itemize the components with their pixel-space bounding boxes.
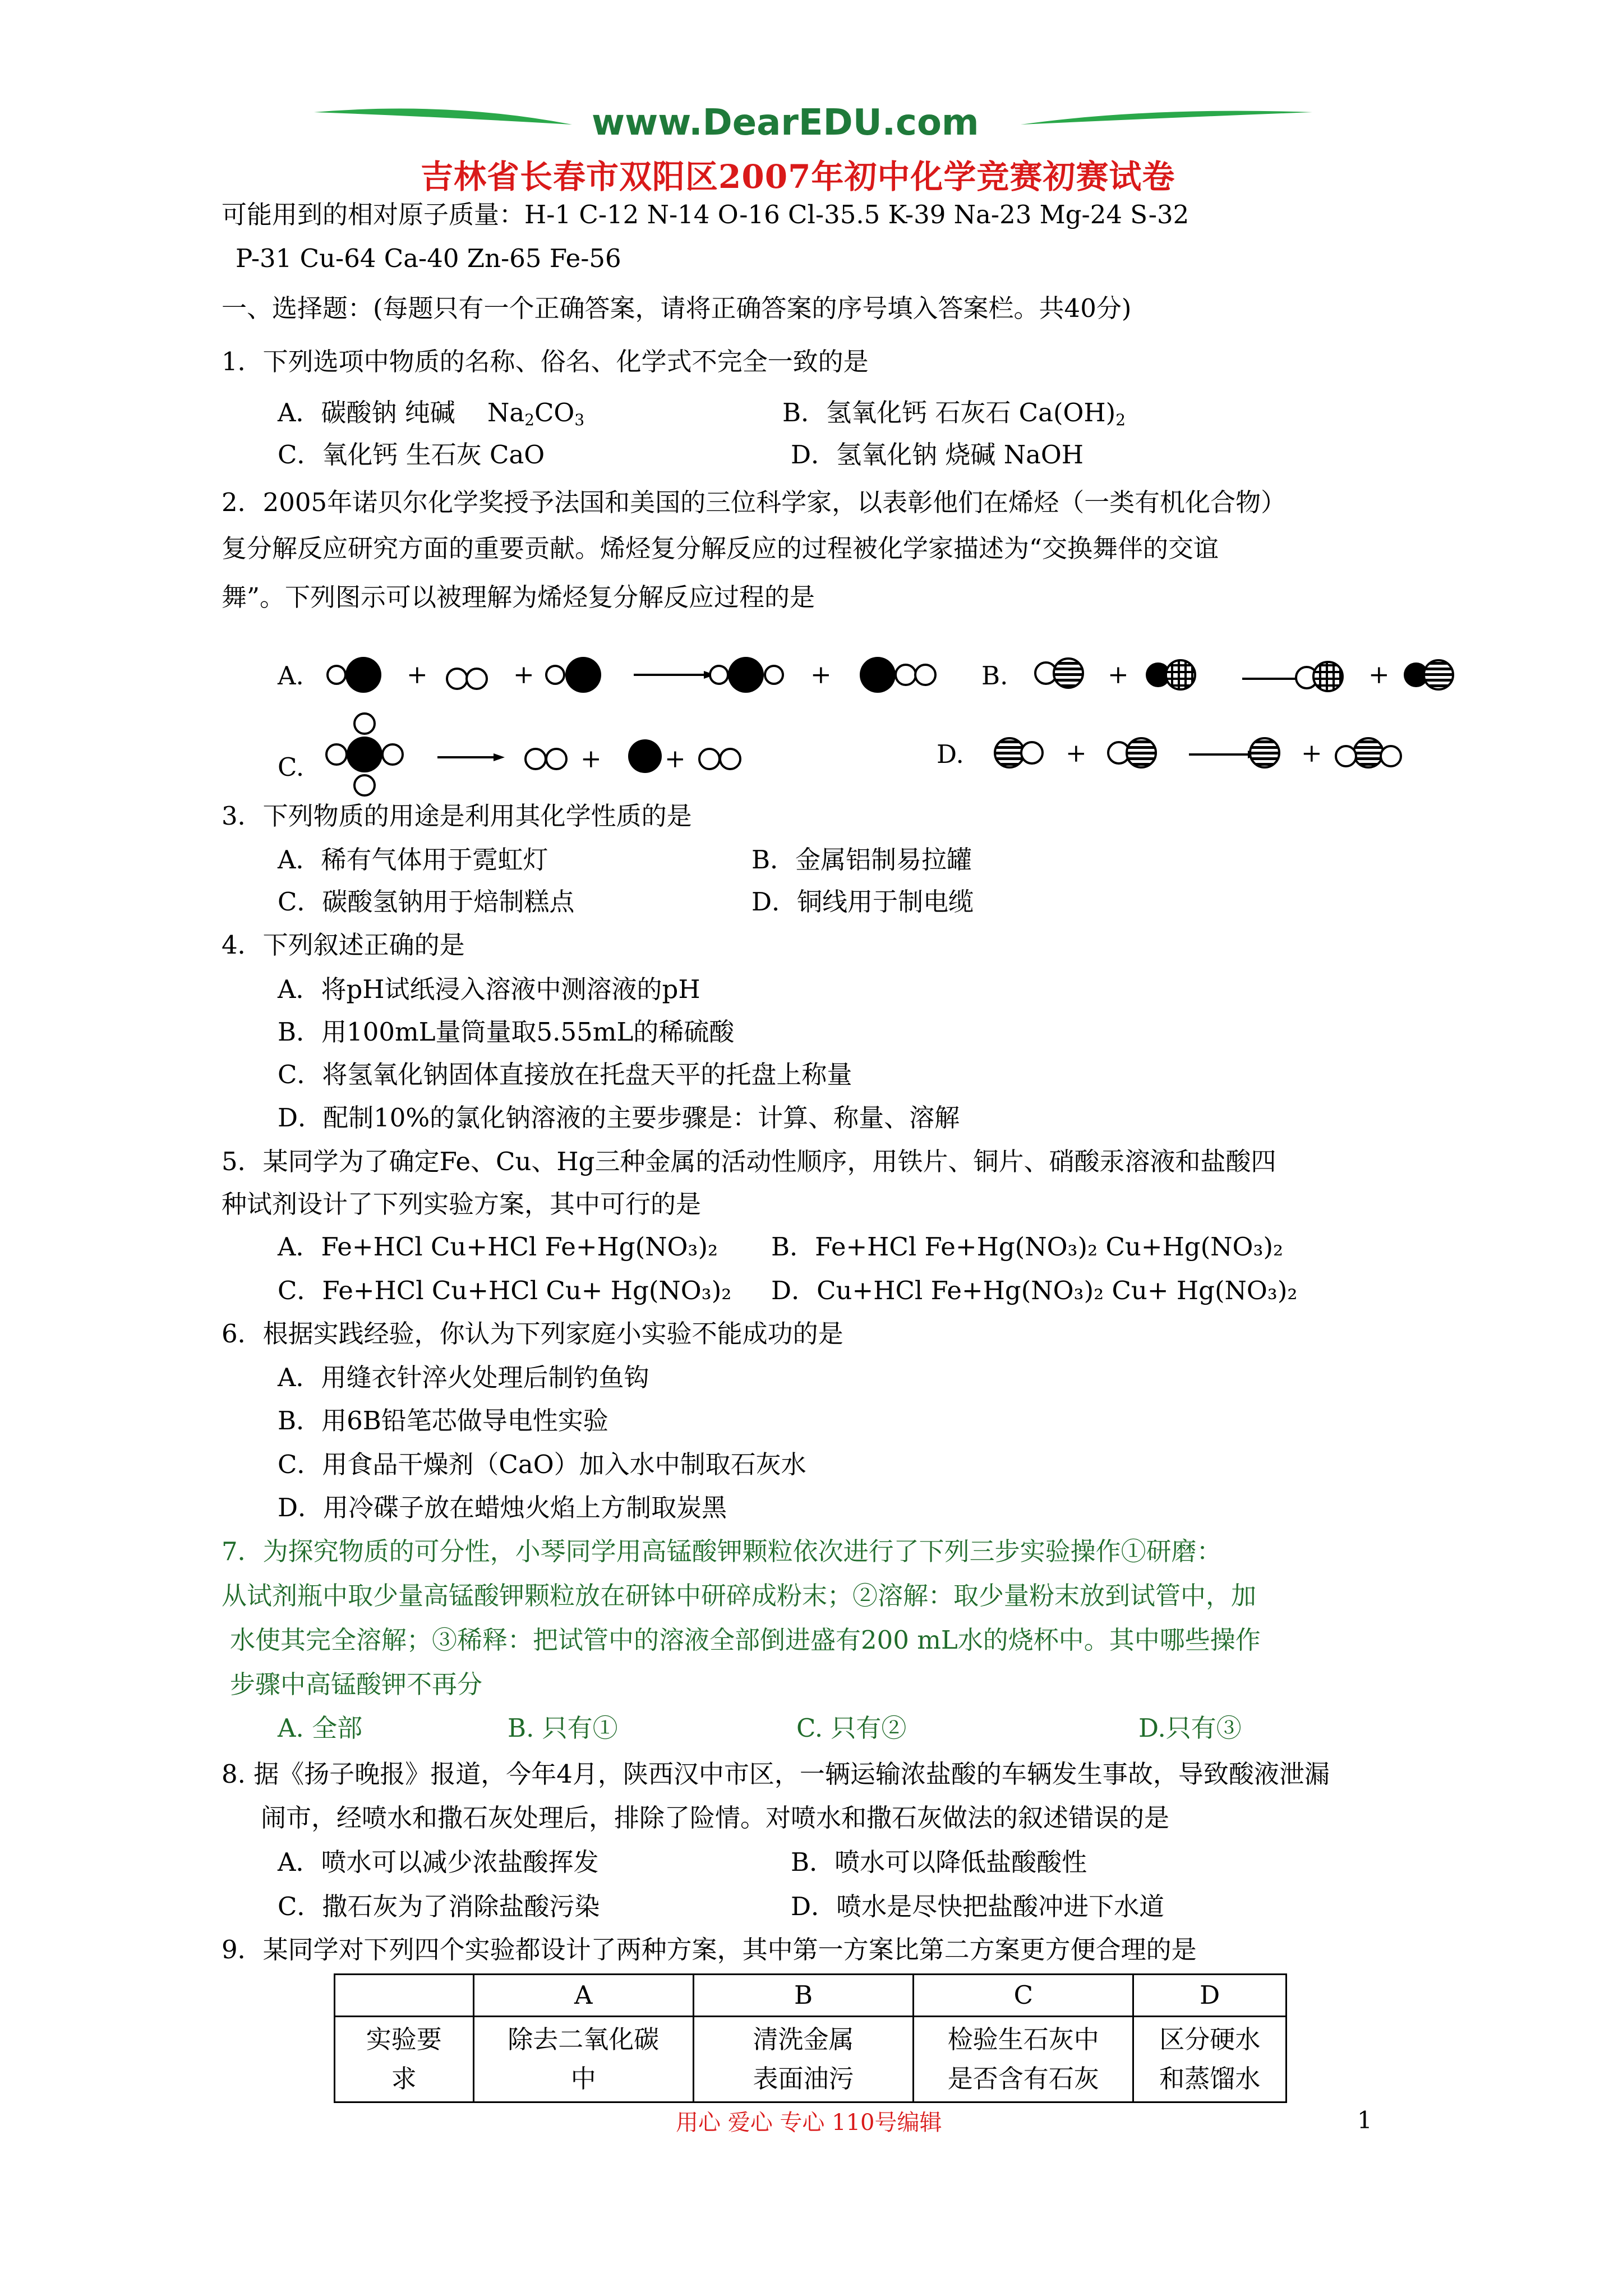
q4-option-c: C．将氢氧化钠固体直接放在托盘天平的托盘上称量	[278, 1060, 852, 1089]
table-cell: 检验生石灰中 是否含有石灰	[914, 2017, 1133, 2102]
q5-option-a: A．Fe+HCl Cu+HCl Fe+Hg(NO₃)₂	[278, 1232, 718, 1262]
q2-line3: 舞”。下列图示可以被理解为烯烃复分解反应过程的是	[222, 582, 815, 612]
section-heading: 一、选择题：(每题只有一个正确答案，请将正确答案的序号填入答案栏。共40分)	[222, 293, 1132, 323]
q7-option-c: C. 只有②	[796, 1713, 907, 1743]
q7-option-b: B. 只有①	[508, 1713, 618, 1743]
q1-option-c: C．氧化钙 生石灰 CaO	[278, 440, 545, 470]
swoosh-left	[314, 109, 572, 125]
q8-option-d: D．喷水是尽快把盐酸冲进下水道	[791, 1892, 1165, 1921]
q6-option-b: B．用6B铅笔芯做导电性实验	[278, 1406, 608, 1435]
q9-stem: 9．某同学对下列四个实验都设计了两种方案，其中第一方案比第二方案更方便合理的是	[222, 1935, 1197, 1964]
table-cell: 清洗金属 表面油污	[693, 2017, 913, 2102]
q2-plus-b1: +	[1108, 660, 1129, 689]
table-header-cell: C	[914, 1975, 1133, 2017]
q4-option-b: B．用100mL量筒量取5.55mL的稀硫酸	[278, 1017, 735, 1047]
q2-plus-b2: +	[1368, 660, 1390, 689]
table-header-row	[335, 1975, 1287, 2017]
q3-option-a: A．稀有气体用于霓虹灯	[278, 845, 548, 875]
q2-line2: 复分解反应研究方面的重要贡献。烯烃复分解反应的过程被化学家描述为“交换舞伴的交谊	[222, 533, 1219, 563]
table-row-label: 实验要 求	[335, 2017, 474, 2102]
q8-option-a: A．喷水可以减少浓盐酸挥发	[278, 1847, 599, 1877]
atomic-masses-line2: P-31 Cu-64 Ca-40 Zn-65 Fe-56	[236, 243, 621, 273]
footer-slogan: 用心 爱心 专心 110号编辑	[676, 2110, 942, 2136]
q7-line2: 从试剂瓶中取少量高锰酸钾颗粒放在研钵中研碎成粉末；②溶解：取少量粉末放到试管中，加	[222, 1581, 1257, 1611]
q8-line1: 8. 据《扬子晚报》报道，今年4月，陕西汉中市区，一辆运输浓盐酸的车辆发生事故，导致酸液泄漏	[222, 1759, 1330, 1789]
q5-option-b: B．Fe+HCl Fe+Hg(NO₃)₂ Cu+Hg(NO₃)₂	[771, 1232, 1284, 1262]
q3-option-b: B．金属铝制易拉罐	[751, 845, 972, 875]
q2-plus-d2: +	[1301, 738, 1322, 768]
q4-option-a: A．将pH试纸浸入溶液中测溶液的pH	[278, 974, 700, 1004]
table-header-cell	[335, 1975, 474, 2017]
q1-option-a: A．碳酸钠 纯碱 $Na_2CO_3$	[278, 398, 585, 429]
q1-stem: 1．下列选项中物质的名称、俗名、化学式不完全一致的是	[222, 347, 869, 376]
q2-plus-c2: +	[665, 744, 686, 774]
q2-plus-a1: +	[407, 660, 428, 689]
table-header-cell: A	[473, 1975, 693, 2017]
q4-stem: 4．下列叙述正确的是	[222, 930, 465, 960]
q6-stem: 6．根据实践经验，你认为下列家庭小实验不能成功的是	[222, 1319, 843, 1349]
q5-option-c: C．Fe+HCl Cu+HCl Cu+ Hg(NO₃)₂	[278, 1276, 732, 1305]
table-cell: 区分硬水 和蒸馏水	[1133, 2017, 1287, 2102]
q2-plus-d1: +	[1066, 738, 1087, 768]
table-header-cell: B	[693, 1975, 913, 2017]
q7-line1: 7．为探究物质的可分性，小琴同学用高锰酸钾颗粒依次进行了下列三步实验操作①研磨：	[222, 1536, 1222, 1566]
q3-option-c: C．碳酸氢钠用于焙制糕点	[278, 887, 575, 917]
q2-diagram	[0, 617, 1623, 802]
q2-plus-a3: +	[810, 660, 832, 689]
q2-label-b: B.	[981, 661, 1008, 691]
q7-option-a: A. 全部	[278, 1713, 363, 1743]
q7-line3: 水使其完全溶解；③稀释：把试管中的溶液全部倒进盛有200 mL水的烧杯中。其中哪些操作	[230, 1625, 1261, 1655]
q8-option-c: C．撒石灰为了消除盐酸污染	[278, 1892, 600, 1921]
q3-option-d: D．铜线用于制电缆	[751, 887, 974, 917]
q6-option-c: C．用食品干燥剂（CaO）加入水中制取石灰水	[278, 1450, 806, 1479]
atomic-masses-line1: 可能用到的相对原子质量：H-1 C-12 N-14 O-16 Cl-35.5 K-39 Na-23 Mg-24 S-32	[222, 200, 1189, 229]
q2-label-a: A.	[278, 661, 304, 691]
q2-label-d: D.	[937, 739, 964, 769]
page-title: 吉林省长春市双阳区2007年初中化学竞赛初赛试卷	[421, 158, 1175, 196]
site-logo: www.DearEDU.com	[592, 102, 979, 144]
q6-option-a: A．用缝衣针淬火处理后制钓鱼钩	[278, 1363, 649, 1392]
page-number: 1	[1357, 2106, 1372, 2134]
q5-line2: 种试剂设计了下列实验方案，其中可行的是	[222, 1189, 702, 1219]
table-header-cell: D	[1133, 1975, 1287, 2017]
q3-stem: 3．下列物质的用途是利用其化学性质的是	[222, 801, 692, 831]
q8-line2: 闹市，经喷水和撒石灰处理后，排除了险情。对喷水和撒石灰做法的叙述错误的是	[261, 1803, 1170, 1833]
q5-option-d: D．Cu+HCl Fe+Hg(NO₃)₂ Cu+ Hg(NO₃)₂	[771, 1276, 1298, 1305]
table-cell: 除去二氧化碳 中	[473, 2017, 693, 2102]
swoosh-right	[1021, 111, 1312, 125]
q1-option-b: B．氢氧化钙 石灰石 $Ca(OH)_2$	[782, 398, 1126, 429]
q2-plus-c1: +	[580, 744, 602, 774]
q2-line1: 2．2005年诺贝尔化学奖授予法国和美国的三位科学家，以表彰他们在烯烃（一类有机化合物）	[222, 487, 1287, 517]
q2-option-d-diagram	[995, 738, 1401, 767]
q7-line4: 步骤中高锰酸钾不再分	[230, 1669, 483, 1699]
q6-option-d: D．用冷碟子放在蜡烛火焰上方制取炭黑	[278, 1493, 727, 1522]
q2-option-b-diagram	[1035, 659, 1453, 691]
q8-option-b: B．喷水可以降低盐酸酸性	[791, 1847, 1087, 1877]
q2-label-c: C.	[278, 752, 305, 782]
q7-option-d: D.只有③	[1138, 1713, 1242, 1743]
q2-plus-a2: +	[513, 660, 534, 689]
q9-table	[334, 1973, 1287, 2103]
q1-option-d: D．氢氧化钠 烧碱 NaOH	[791, 440, 1084, 470]
q4-option-d: D．配制10%的氯化钠溶液的主要步骤是：计算、称量、溶解	[278, 1103, 960, 1133]
table-row	[335, 2017, 1287, 2102]
q5-line1: 5．某同学为了确定Fe、Cu、Hg三种金属的活动性顺序，用铁片、铜片、硝酸汞溶液和盐酸四	[222, 1147, 1276, 1176]
